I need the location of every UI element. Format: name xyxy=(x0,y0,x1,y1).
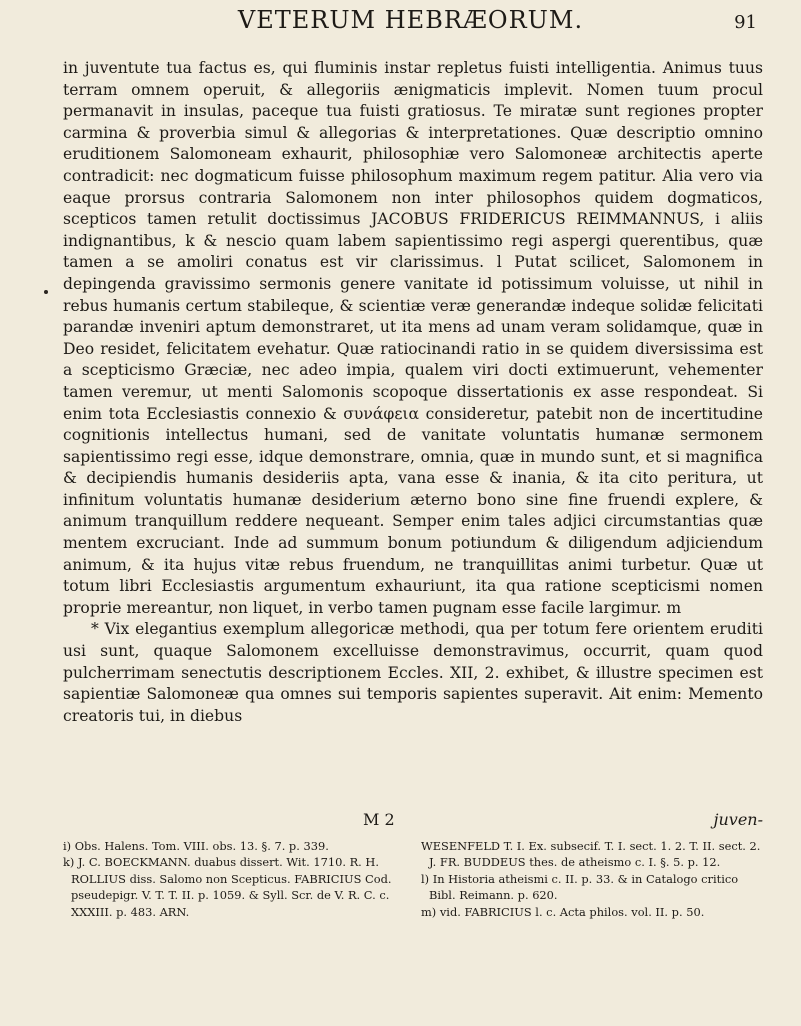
footnotes xyxy=(63,838,763,920)
footnotes-left-column xyxy=(63,838,405,920)
signature-mark: M 2 xyxy=(363,810,395,829)
ink-spot xyxy=(44,290,48,294)
paragraph-2: * Vix elegantius exemplum allegoricæ methodi, qua per totum fere orientem eruditi usi sunt, quaque Salomonem excelluisse demonstravimus, occurrit, quam quod pulcherrimam senectutis descriptionem Eccles. XII, 2. exhibet, & illustre specimen est sapientiæ Salomoneæ qua omnes sui temporis sapientes superavit. Ait enim: Memento creatoris tui, in diebus xyxy=(63,620,763,725)
page-number: 91 xyxy=(734,12,757,33)
signature-line xyxy=(63,810,763,832)
running-title: VETERUM HEBRÆORUM. xyxy=(237,6,584,34)
footnote-k-continued: WESENFELD T. I. Ex. subsecif. T. I. sect. 1. 2. T. II. sect. 2. J. FR. BUDDEUS thes. de atheismo c. I. §. 5. p. 12. xyxy=(421,839,761,870)
main-text xyxy=(63,58,763,727)
footnote-l: l) In Historia atheismi c. II. p. 33. & in Catalogo critico Bibl. Reimann. p. 620. xyxy=(421,871,739,903)
page-header xyxy=(60,6,761,46)
footnote-k: k) J. C. BOECKMANN. duabus dissert. Wit. 1710. R. H. ROLLIUS diss. Salomo non Scepticus. FABRICIUS Cod. pseudepigr. V. T. T. II. p. 1059. & Syll. Scr. de V. R. C. c. XXXIII. p. 483. ARN. xyxy=(63,855,392,919)
footnotes-right-column xyxy=(421,838,763,920)
footnote-i: i) Obs. Halens. Tom. VIII. obs. 13. §. 7. p. 339. xyxy=(63,839,329,853)
paragraph-1: in juventute tua factus es, qui fluminis instar repletus fuisti intelligentia. Animus tuus terram omnem operuit, & allegoriis ænigmaticis implevit. Nomen tuum procul permanavit in insulas, paceque tua fuisti gratiosus. Te miratæ sunt regiones propter carmina & proverbia simul & allegorias & interpretationes. Quæ descriptio omnino eruditionem Salomoneam exhaurit, philosophiæ vero Salomoneæ architectis aperte contradicit: nec dogmaticum fuisse philosophum maximum regem patitur. Alia vero via eaque prorsus contraria Salomonem non inter philosophos quidem dogmaticos, scepticos tamen retulit doctissimus JACOBUS FRIDERICUS REIMMANNUS, i aliis indignantibus, k & nescio quam labem sapientissimo regi aspergi querentibus, quæ tamen a se amoliri conatus est vir clarissimus. l Putat scilicet, Salomonem in depingenda gravissimo sermonis genere vanitate id potissimum voluisse, ut nihil in rebus humanis certum stabileque, & scientiæ veræ generandæ indeque solidæ felicitati parandæ inveniri aptum demonstraret, ut ita mens ad unam veram solidamque, quæ in Deo residet, felicitatem evehatur. Quæ ratiocinandi ratio in se quidem diversissima est a scepticismo Græciæ, nec adeo impia, qualem viri docti extimuerunt, vehementer tamen veremur, ut menti Salomonis scopoque dissertationis ex asse respondeat. Si enim tota Ecclesiastis connexio & συνάφεια consideretur, patebit non de incertitudine cognitionis intellectus humani, sed de vanitate voluntatis humanæ sermonem sapientissimo regi esse, idque demonstrare, omnia, quæ in mundo sunt, et si magnifica & decipiendis humanis desideriis apta, vana esse & inania, & ita cito peritura, ut infinitum voluntatis humanæ desiderium æterno bono sine fine fruendi explere, & animum tranquillum reddere nequeant. Semper enim tales adjici circumstantias quæ mentem excruciant. Inde ad summum bonum potiundum & diligendum adjiciendum animum, & ita hujus vitæ rebus fruendum, ne tranquillitas animi turbetur. Quæ ut totum libri Ecclesiastis argumentum exhauriunt, ita qua ratione scepticismi nomen proprie mereantur, non liquet, in verbo tamen pugnam esse facile largimur. m xyxy=(63,59,763,617)
footnote-m: m) vid. FABRICIUS l. c. Acta philos. vol. II. p. 50. xyxy=(421,904,705,919)
catchword: juven- xyxy=(713,810,763,829)
